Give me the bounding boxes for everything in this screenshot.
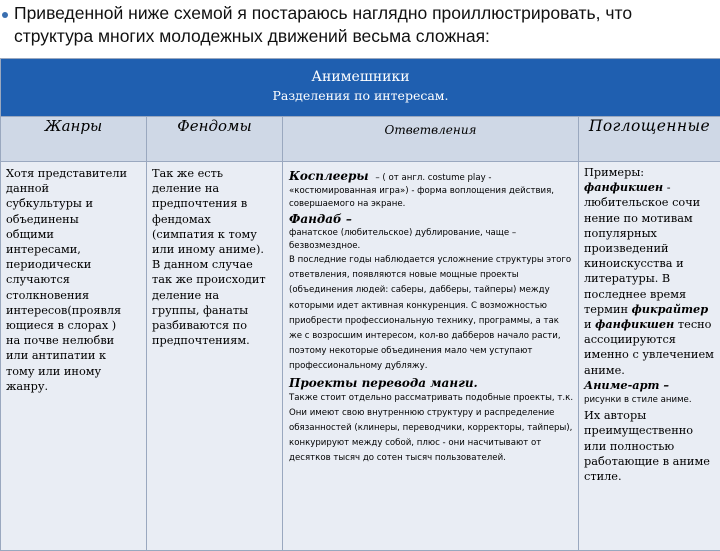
- manga-projects-description: Также стоит отдельно рассматривать подобные проекты, т.к. Они имеют свою внутреннюю структуру и распределение обязанностей (клинеры, переводчики, корректоры, тайперы), конкурируют между собой, плюс - они насчитывают от десятков тысяч до сотен тысяч пользователей.: [289, 391, 574, 467]
- structure-table: [0, 58, 720, 551]
- intro-text: [14, 2, 714, 48]
- ficwriter-term: фикрайтер: [632, 302, 709, 316]
- intro-paragraph: [0, 0, 720, 58]
- cosplay-intro: – ( от англ. costume play -: [373, 173, 492, 183]
- intro-line-1: Приведенной ниже схемой я постараюсь наглядно проиллюстрировать, что: [14, 3, 632, 23]
- banner: [1, 59, 720, 117]
- anime-art-authors: Их авторы преимущественно или полностью работающие в аниме стиле.: [584, 408, 716, 484]
- column-header-genres: Жанры: [1, 117, 147, 162]
- anime-art-term: Аниме-арт –: [584, 378, 669, 392]
- fandoms-cell: [147, 162, 283, 551]
- branches-cell: [283, 162, 579, 551]
- column-header-fandoms: Фендомы: [147, 117, 283, 162]
- genres-cell: [1, 162, 147, 551]
- intro-line-2: структура многих молодежных движений весьма сложная:: [14, 26, 490, 46]
- manga-projects-title: Проекты перевода манги.: [289, 375, 574, 391]
- genres-text: Хотя представители данной субкультуры и объединены общими интересами, периодически случаются столкновения интересов(проявля ющиеся в слорах ) на почве нелюбви или антипатии к тому или иному жанру.: [1, 162, 146, 394]
- bullet-icon: [2, 12, 8, 18]
- cosplay-title: Косплееры: [289, 169, 369, 183]
- anime-art-definition: рисунки в стиле аниме.: [584, 393, 716, 408]
- examples-label: Примеры:: [584, 166, 644, 179]
- fanfiction-term-2: фанфикшен: [595, 317, 674, 331]
- fanfiction-definition: - любительское сочи нение по мотивам популярных произведений киноискусства и литературы. В последнее время термин: [584, 181, 700, 316]
- fandub-title: Фандаб –: [289, 211, 574, 227]
- association-text: тесно ассоциируются именно с увлечением аниме.: [584, 318, 714, 377]
- fandub-description: фанатское (любительское) дублирование, чаще – безвозмездное.: [289, 227, 574, 253]
- column-header-branches: Ответвления: [283, 117, 579, 162]
- absorbed-cell: [579, 162, 720, 551]
- conjunction-text: и: [584, 318, 592, 331]
- cosplay-description: «костюмированная игра») - форма воплощения действия, совершаемого на экране.: [289, 185, 574, 211]
- banner-subtitle: Разделения по интересам.: [1, 86, 720, 105]
- fandoms-text: Так же есть деление на предпочтения в фендомах (симпатия к тому или иному аниме). В данном случае так же происходит деление на группы, фанаты разбиваются по предпочтениям.: [147, 162, 282, 348]
- fandub-details: В последние годы наблюдается усложнение структуры этого ответвления, появляются новые мощные проекты (объединения людей: саберы, дабберы, тайперы) между которыми идет активная конкуренция. С возможностью приобрести профессиональную технику, программы, а так же с возросшим интересом, кол-во дабберов начало расти, поэтому некоторые объединения мало чем уступают профессиональному дубляжу.: [289, 253, 574, 375]
- banner-title: Анимешники: [1, 59, 720, 86]
- fanfiction-term: фанфикшен: [584, 180, 663, 194]
- column-header-absorbed: Поглощенные: [579, 117, 720, 162]
